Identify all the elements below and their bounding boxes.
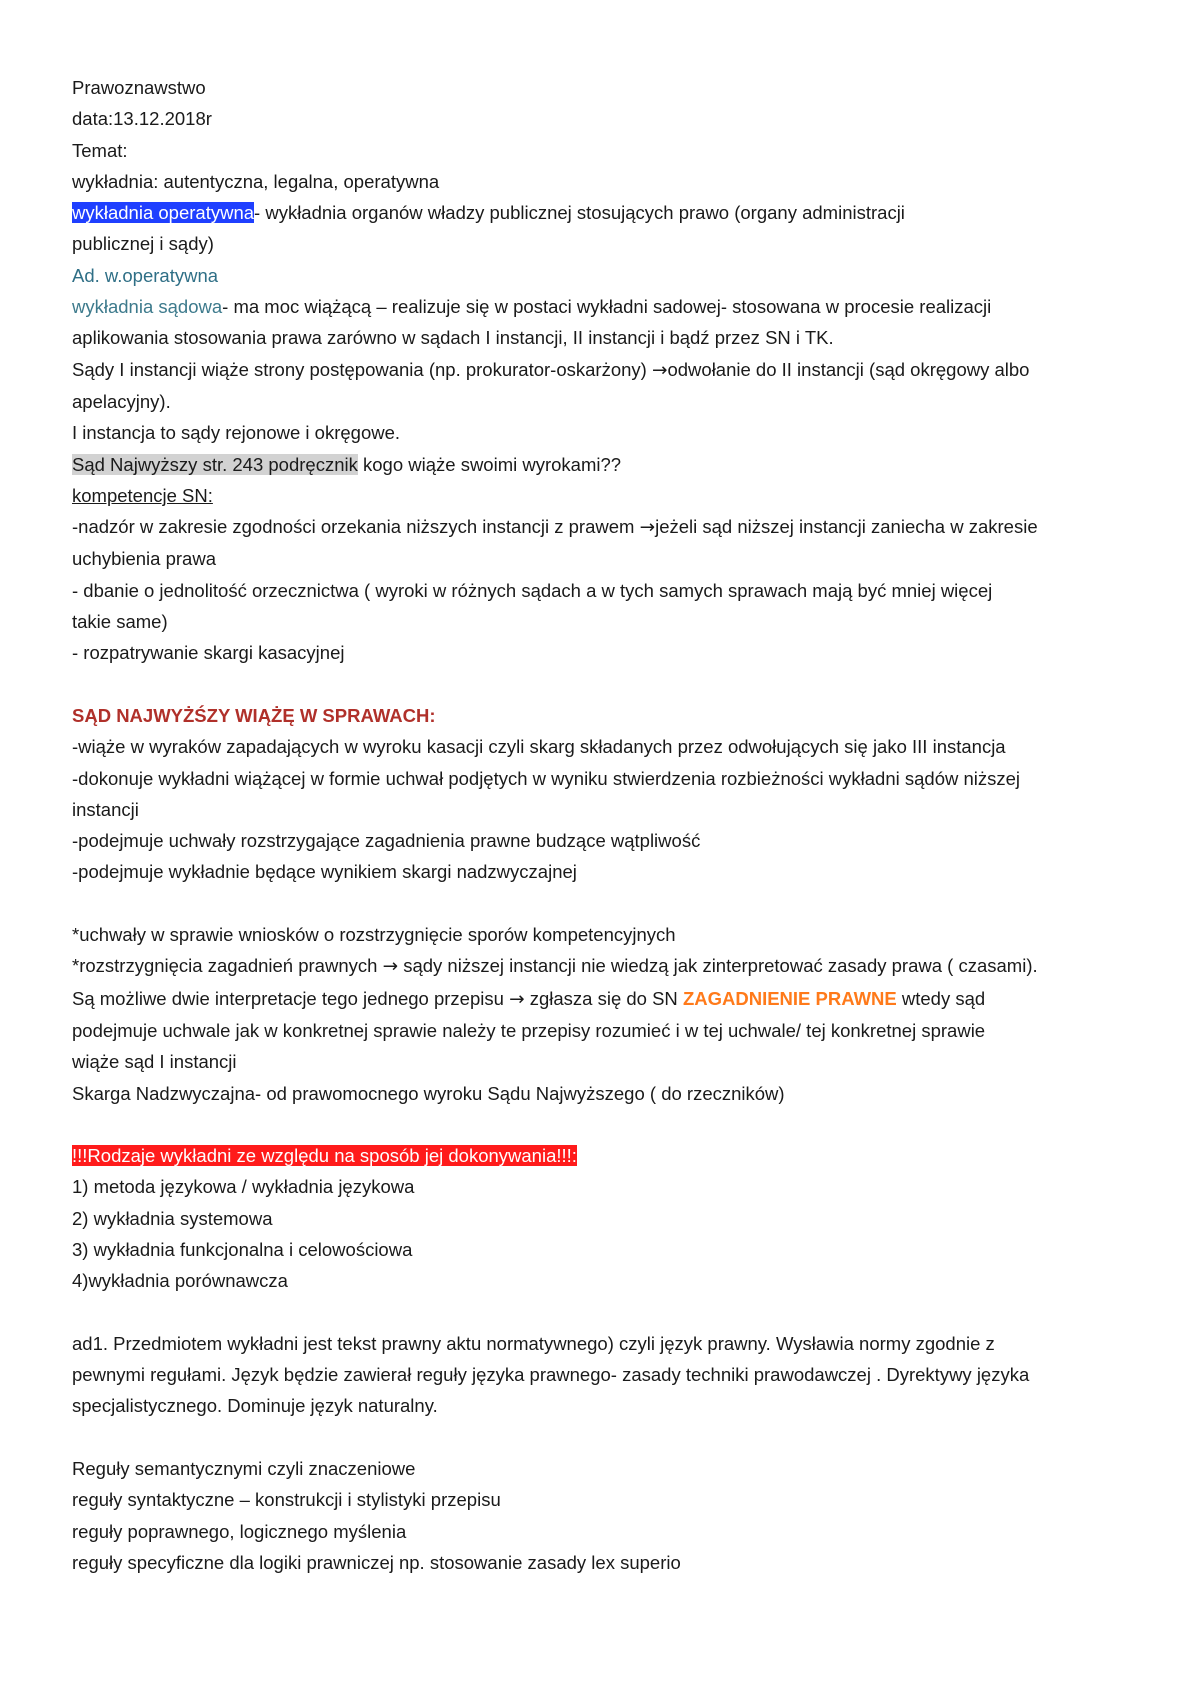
- text-line: [72, 354, 1160, 386]
- text-line: -podejmuje wykładnie będące wynikiem skargi nadzwyczajnej: [72, 861, 577, 883]
- section-heading: Ad. w.operatywna: [72, 264, 219, 286]
- text-line: reguły specyficzne dla logiki prawniczej np. stosowanie zasady lex superio: [72, 1551, 681, 1573]
- text-line: [72, 197, 1160, 228]
- text-line: Skarga Nadzwyczajna- od prawomocnego wyroku Sądu Najwyższego ( do rzeczników): [72, 1082, 785, 1104]
- topic-label: Temat:: [72, 139, 128, 161]
- highlighted-reference: Sąd Najwyższy str. 243 podręcznik: [72, 453, 358, 475]
- text-span: wtedy sąd: [896, 987, 986, 1009]
- highlighted-term: wykładnia operatywna: [72, 202, 255, 224]
- blank-line: [72, 1297, 1160, 1328]
- text-line: uchybienia prawa: [72, 548, 216, 570]
- text-line: publicznej i sądy): [72, 233, 214, 255]
- emphasized-term: ZAGADNIENIE PRAWNE: [682, 987, 897, 1009]
- section-heading: kompetencje SN:: [72, 484, 213, 506]
- text-line: instancji: [72, 798, 139, 820]
- text-span: odwołanie do II instancji (sąd okręgowy albo: [667, 358, 1030, 380]
- list-item: 1) metoda językowa / wykładnia językowa: [72, 1176, 415, 1198]
- text-line: reguły syntaktyczne – konstrukcji i stylistyki przepisu: [72, 1489, 501, 1511]
- text-line: Reguły semantycznymi czyli znaczeniowe: [72, 1458, 416, 1480]
- highlighted-heading: !!!Rodzaje wykładni ze względu na sposób jej dokonywania!!!:: [72, 1145, 577, 1167]
- blank-line: [72, 669, 1160, 700]
- text-line: [72, 983, 1160, 1015]
- text-line: -podejmuje uchwały rozstrzygające zagadnienia prawne budzące wątpliwość: [72, 830, 701, 852]
- text-span: - ma moc wiążącą – realizuje się w postaci wykładni sadowej- stosowana w procesie realizacji: [222, 296, 992, 318]
- colored-term: wykładnia sądowa: [72, 296, 223, 318]
- text-span: -nadzór w zakresie zgodności orzekania niższych instancji z prawem: [72, 516, 640, 538]
- text-line: specjalistycznego. Dominuje język naturalny.: [72, 1395, 438, 1417]
- blank-line: [72, 1109, 1160, 1140]
- arrow-icon: →: [651, 359, 668, 381]
- text-line: -dokonuje wykładni wiążącej w formie uchwał podjętych w wyniku stwierdzenia rozbieżności wykładni sądów niższej: [72, 767, 1021, 789]
- text-line: [72, 1140, 1160, 1171]
- blank-line: [72, 888, 1160, 919]
- text-line: apelacyjny).: [72, 390, 171, 412]
- subject-line: Prawoznawstwo: [72, 77, 206, 98]
- section-heading: SĄD NAJWYŻŚZY WIĄŻĘ W SPRAWACH:: [72, 704, 436, 726]
- text-line: - rozpatrywanie skargi kasacyjnej: [72, 642, 345, 664]
- text-span: kogo wiąże swoimi wyrokami??: [357, 453, 622, 475]
- list-item: 4)wykładnia porównawcza: [72, 1270, 288, 1292]
- text-line: ad1. Przedmiotem wykładni jest tekst prawny aktu normatywnego) czyli język prawny. Wysławia normy zgodnie z: [72, 1332, 995, 1354]
- text-line: [72, 291, 1160, 322]
- list-item: 2) wykładnia systemowa: [72, 1207, 273, 1229]
- text-line: reguły poprawnego, logicznego myślenia: [72, 1520, 407, 1542]
- blank-line: [72, 1422, 1160, 1453]
- text-span: sądy niższej instancji nie wiedzą jak zinterpretować zasady prawa ( czasami).: [398, 955, 1038, 977]
- arrow-icon: →: [509, 988, 525, 1010]
- text-line: I instancja to sądy rejonowe i okręgowe.: [72, 422, 401, 444]
- text-span: - wykładnia organów władzy publicznej stosujących prawo (organy administracji: [254, 202, 905, 224]
- text-line: aplikowania stosowania prawa zarówno w sądach I instancji, II instancji i bądź przez SN i TK.: [72, 327, 834, 349]
- arrow-icon: →: [639, 517, 656, 539]
- text-line: takie same): [72, 611, 168, 633]
- text-line: [72, 950, 1160, 982]
- text-line: wykładnia: autentyczna, legalna, operatywna: [72, 170, 440, 192]
- text-line: *uchwały w sprawie wniosków o rozstrzygnięcie sporów kompetencyjnych: [72, 924, 676, 946]
- text-span: zgłasza się do SN: [524, 987, 683, 1009]
- text-line: [72, 449, 1160, 480]
- text-line: -wiąże w wyraków zapadających w wyroku kasacji czyli skarg składanych przez odwołujących się jako III instancja: [72, 736, 1006, 758]
- text-span: Sądy I instancji wiąże strony postępowania (np. prokurator-oskarżony): [72, 358, 652, 380]
- list-item: 3) wykładnia funkcjonalna i celowościowa: [72, 1238, 413, 1260]
- text-span: Są możliwe dwie interpretacje tego jednego przepisu: [72, 987, 510, 1009]
- arrow-icon: →: [382, 956, 399, 978]
- text-span: jeżeli sąd niższej instancji zaniecha w zakresie: [655, 516, 1038, 538]
- text-line: podejmuje uchwale jak w konkretnej sprawie należy te przepisy rozumieć i w tej uchwale/ tej konkretnej sprawie: [72, 1019, 986, 1041]
- text-line: wiąże sąd I instancji: [72, 1051, 237, 1073]
- text-span: *rozstrzygnięcia zagadnień prawnych: [72, 955, 383, 977]
- date-line: data:13.12.2018r: [72, 108, 212, 130]
- text-line: [72, 511, 1160, 543]
- text-line: - dbanie o jednolitość orzecznictwa ( wyroki w różnych sądach a w tych samych sprawach mają być mniej więcej: [72, 579, 993, 601]
- text-line: pewnymi regułami. Język będzie zawierał reguły języka prawnego- zasady techniki prawodawczej . Dyrektywy języka: [72, 1364, 1030, 1386]
